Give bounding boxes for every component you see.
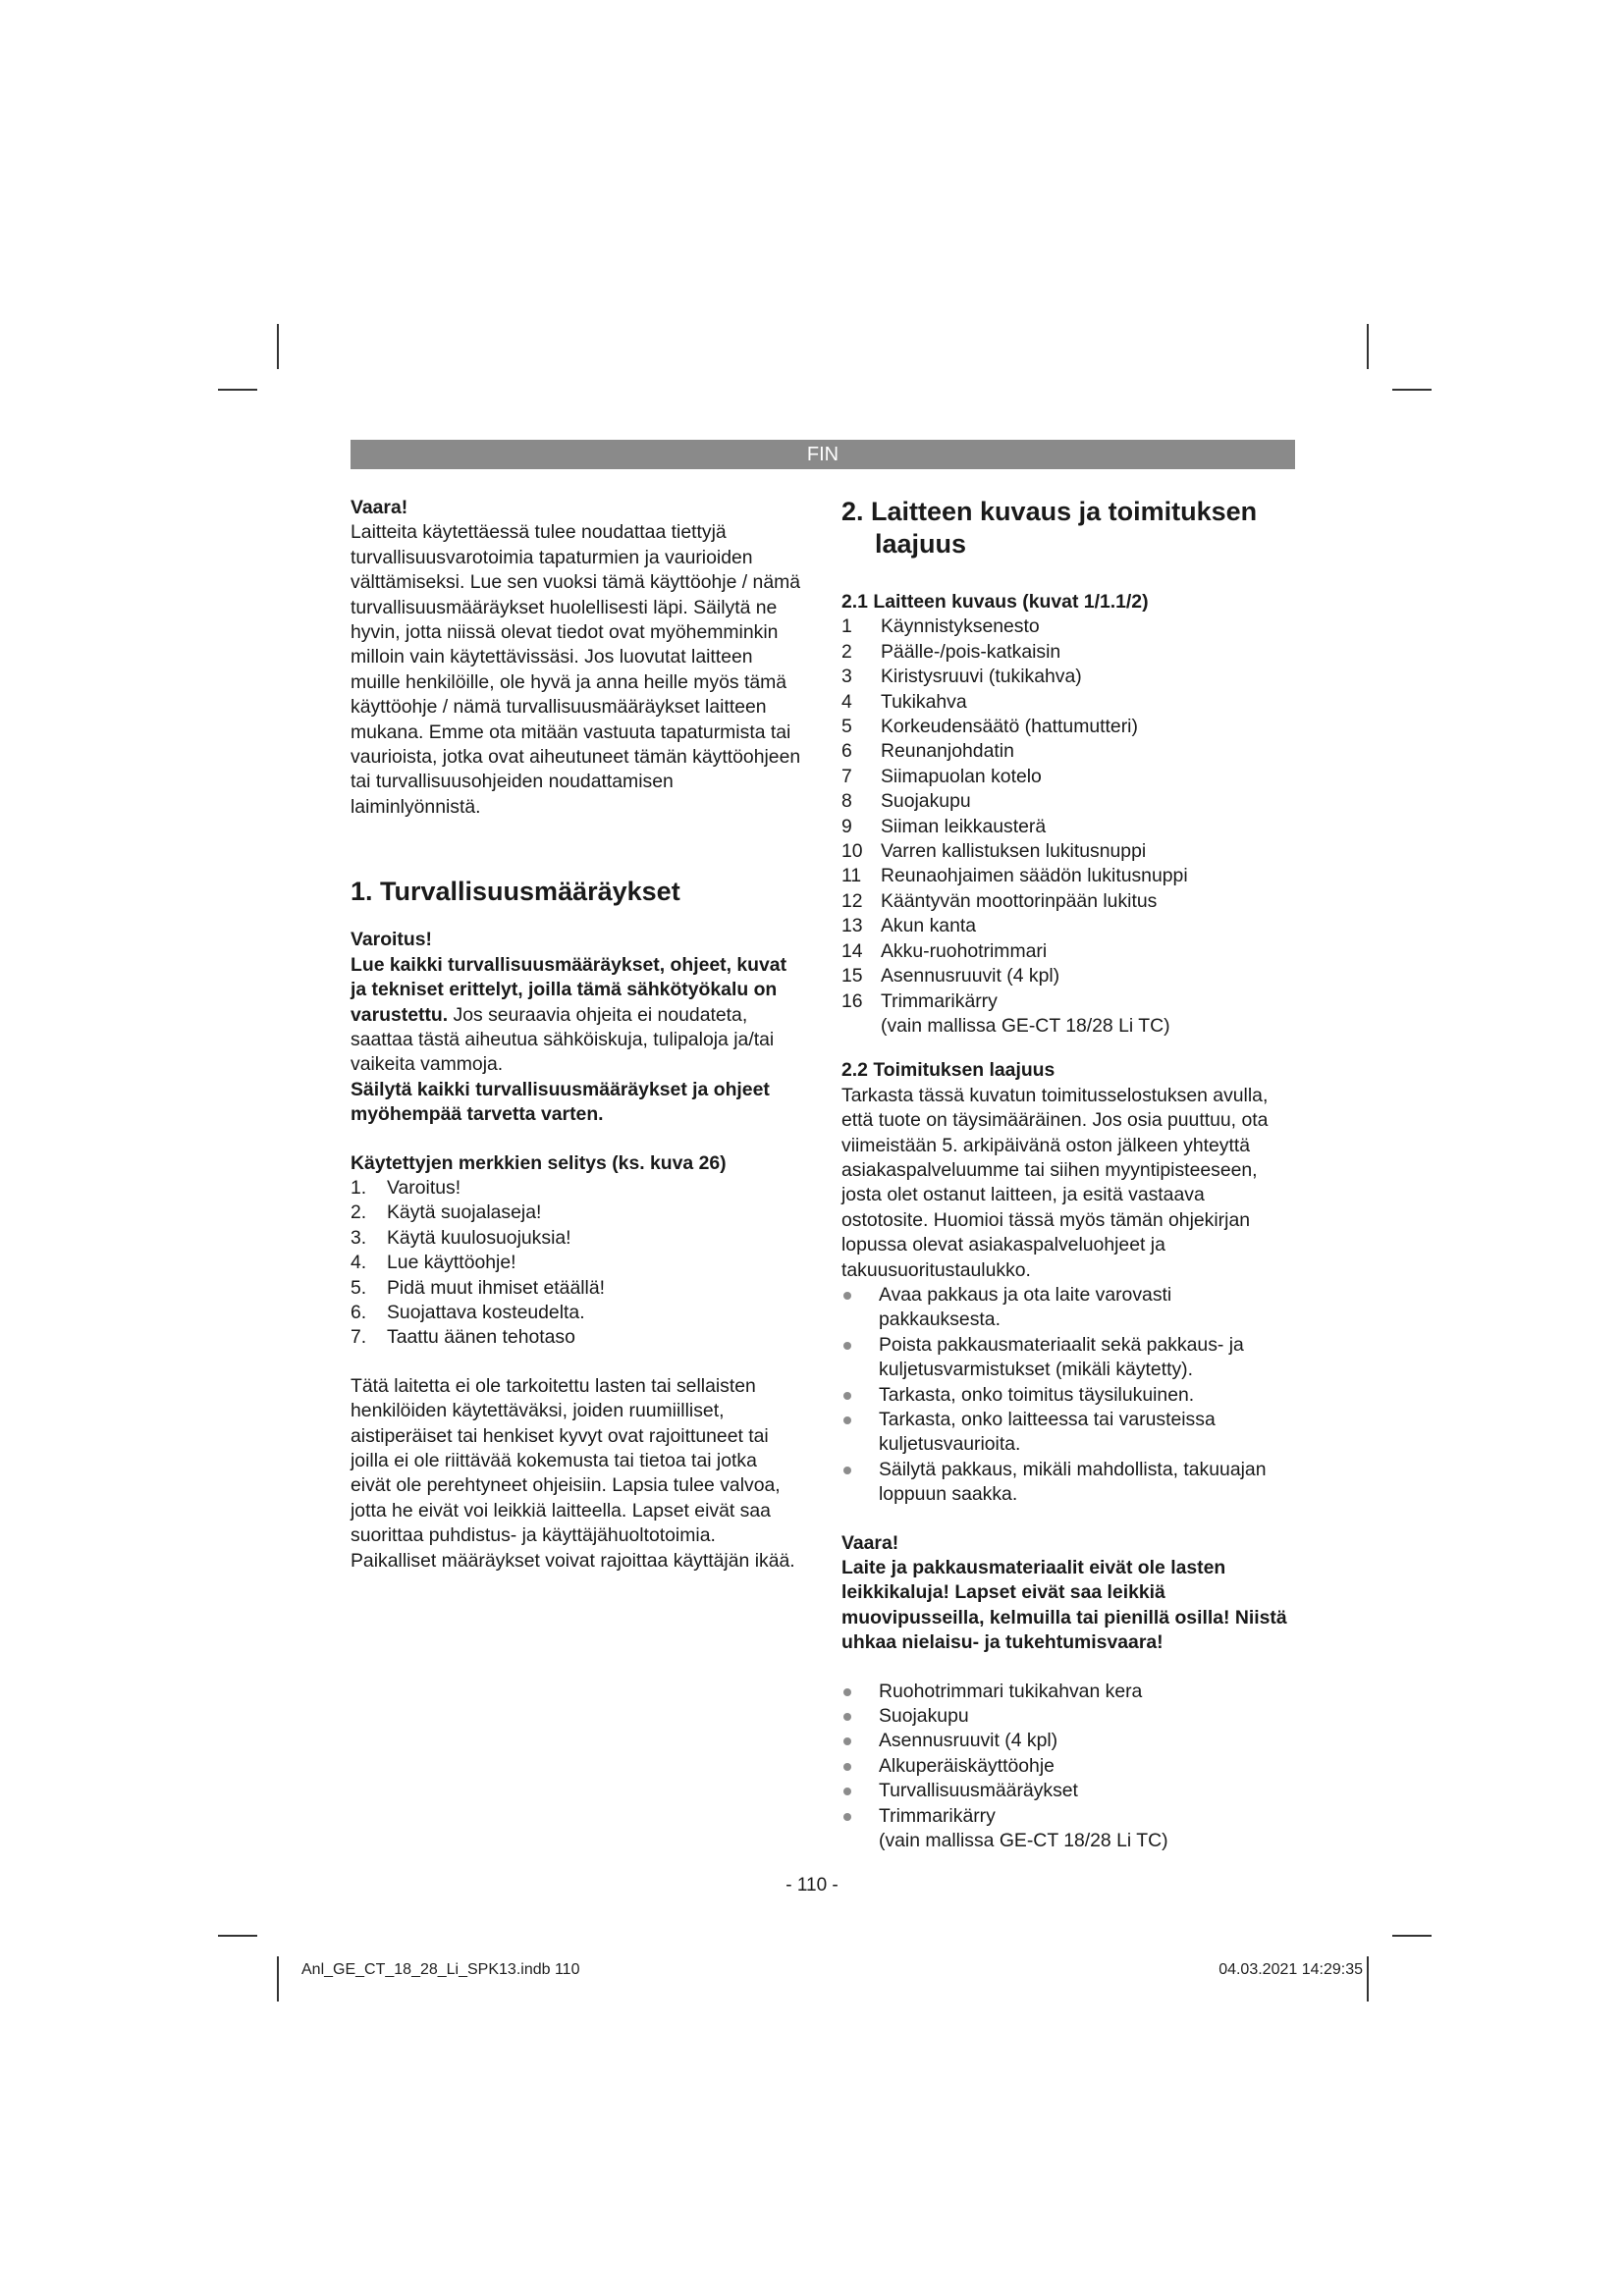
symbol-text: Suojattava kosteudelta.	[387, 1301, 585, 1323]
section2-title: 2. Laitteen kuvaus ja toimituksen laajuus	[841, 497, 1258, 559]
sub22-title: 2.2 Toimituksen laajuus	[841, 1059, 1056, 1082]
part-number: 5	[841, 716, 852, 738]
bullet-icon	[843, 1688, 851, 1696]
part-number: 10	[841, 840, 863, 863]
part-text: Siiman leikkausterä	[881, 815, 1047, 837]
bullet-icon	[843, 1467, 851, 1474]
contents-list	[841, 1680, 1293, 1854]
crop-mark	[277, 324, 279, 369]
part-number: 12	[841, 889, 863, 912]
part-number: 2	[841, 640, 852, 663]
bullet-icon	[843, 1813, 851, 1821]
part-item	[841, 765, 1293, 789]
part-text: Reunaohjaimen säädön lukitusnuppi	[881, 865, 1188, 887]
part-text: Tukikahva	[881, 690, 967, 713]
children-text: Tätä laitetta ei ole tarkoitettu lasten tai sellaisten henkilöiden käytettäväksi, joiden ruumiilliset, aistiperäiset tai henkiset kyvyt ovat rajoittuneet tai joilla ei ole riittävää kokemusta tai tietoa tai jotka eivät ole perehtyneet ohjeisiin. Lapsia tulee valvoa, jotta he eivät voi leikkiä laitteella. Lapset eivät saa suorittaa puhdistus- ja käyttäjähuoltotoimia. Paikalliset määräykset voivat rajoittaa käyttäjän ikää.	[351, 1374, 795, 1572]
warning-text: Jos seuraavia ohjeita ei noudateta, saattaa tästä aiheutua sähköiskuja, tulipaloja ja/tai vaikeita vammoja.	[351, 1003, 775, 1076]
contents-item	[841, 1704, 1293, 1729]
bullet-icon	[843, 1713, 851, 1721]
symbol-item	[351, 1301, 802, 1325]
scope-text: Tarkasta tässä kuvatun toimitusselostuksen avulla, että tuote on täysimääräinen. Jos osia puuttuu, ota viimeistään 5. arkipäivänä oston jälkeen yhteyttä asiakaspalveluumme tai siihen myyntipisteeseen, josta olet ostanut laitteen, ja esitä vastaava ostotosite. Huomioi tässä myös tämän ohjekirjan lopussa olevat asiakaspalveluohjeet ja takuusuoritustaulukko.	[841, 1084, 1269, 1281]
symbol-text: Pidä muut ihmiset etäällä!	[387, 1276, 606, 1299]
part-text: Asennusruuvit (4 kpl)	[881, 965, 1060, 988]
part-item	[841, 789, 1293, 814]
part-text: Suojakupu	[881, 790, 971, 813]
crop-mark	[277, 1956, 279, 2002]
part-item	[841, 614, 1293, 639]
danger2-text: Laite ja pakkausmateriaalit eivät ole lasten leikkikaluja! Lapset eivät saa leikkiä muovipusseilla, kelmuilla tai pienillä osilla! Niistä uhkaa nielaisu- ja tukehtumisvaara!	[841, 1557, 1287, 1654]
danger-title: Vaara!	[351, 497, 408, 518]
part-text: Siimapuolan kotelo	[881, 765, 1042, 787]
bullet-icon	[843, 1416, 851, 1424]
part-text: Kääntyvän moottorinpään lukitus	[881, 889, 1158, 912]
crop-mark	[1367, 1956, 1369, 2002]
part-text: Käynnistyksenesto	[881, 615, 1040, 638]
page-number: - 110 -	[785, 1875, 839, 1896]
danger-text: Laitteita käytettäessä tulee noudattaa tiettyjä turvallisuusvarotoimia tapaturmien ja vaurioiden välttämiseksi. Lue sen vuoksi tämä käyttöohje / nämä turvallisuusmääräykset huolellisesti läpi. Säilytä ne hyvin, jotta niissä olevat tiedot ovat myöhemminkin milloin vain käytettävissäsi. Jos luovutat laitteen muille henkilöille, ole hyvä ja anna heille myös tämä käyttöohje / nämä turvallisuusmääräykset laitteen mukana. Emme ota mitään vastuuta tapaturmista tai vaurioista, jotka ovat aiheutuneet tämän käyttöohjeen tai turvallisuusohjeiden noudattamisen laiminlyönnistä.	[351, 521, 801, 818]
symbol-number: 5.	[351, 1276, 367, 1299]
step-text: Tarkasta, onko toimitus täysilukuinen.	[879, 1383, 1195, 1406]
contents-text: Turvallisuusmääräykset	[879, 1780, 1078, 1802]
symbol-text: Varoitus!	[387, 1176, 461, 1199]
step-item	[841, 1383, 1293, 1408]
left-column	[351, 496, 802, 1574]
part-item	[841, 690, 1293, 715]
part-text: Trimmarikärry	[881, 989, 998, 1012]
symbol-number: 4.	[351, 1252, 367, 1274]
step-text: Avaa pakkaus ja ota laite varovasti pakkauksesta.	[879, 1283, 1172, 1331]
part-item	[841, 964, 1293, 988]
sub21-title: 2.1 Laitteen kuvaus (kuvat 1/1.1/2)	[841, 591, 1149, 613]
contents-item	[841, 1680, 1293, 1704]
warning-paragraph	[351, 953, 802, 1078]
bullet-icon	[843, 1737, 851, 1745]
part-number: 9	[841, 815, 852, 837]
part-item	[841, 815, 1293, 839]
part-item	[841, 889, 1293, 914]
part-text: Reunanjohdatin	[881, 740, 1014, 763]
part-number: 15	[841, 965, 863, 988]
part-item	[841, 864, 1293, 888]
symbol-number: 6.	[351, 1301, 367, 1323]
part-number: 11	[841, 865, 862, 887]
step-text: Tarkasta, onko laitteessa tai varusteissa kuljetusvaurioita.	[879, 1409, 1216, 1456]
part-item	[841, 739, 1293, 764]
contents-item	[841, 1779, 1293, 1803]
part-number: 8	[841, 790, 852, 813]
footer-file: Anl_GE_CT_18_28_Li_SPK13.indb 110	[301, 1961, 580, 1978]
contents-text: Alkuperäiskäyttöohje	[879, 1754, 1055, 1777]
part-number: 7	[841, 765, 852, 787]
contents-item	[841, 1754, 1293, 1779]
symbol-number: 1.	[351, 1176, 367, 1199]
bullet-icon	[843, 1788, 851, 1795]
warning-bold: Lue kaikki turvallisuusmääräykset, ohjeet, kuvat ja tekniset erittelyt, joilla tämä sähkötyökalu on varustettu.	[351, 953, 787, 1026]
steps-list	[841, 1283, 1293, 1508]
part-text: Korkeudensäätö (hattumutteri)	[881, 716, 1138, 738]
contents-item	[841, 1729, 1293, 1753]
part-item	[841, 665, 1293, 689]
symbols-list	[351, 1176, 802, 1351]
contents-note: (vain mallissa GE-CT 18/28 Li TC)	[879, 1830, 1168, 1852]
contents-text: Ruohotrimmari tukikahvan kera	[879, 1680, 1143, 1702]
part-text: Kiristysruuvi (tukikahva)	[881, 666, 1082, 688]
symbol-item	[351, 1325, 802, 1350]
step-item	[841, 1458, 1293, 1508]
part-number: 14	[841, 939, 863, 962]
bullet-icon	[843, 1292, 851, 1300]
warning-title: Varoitus!	[351, 929, 432, 951]
step-text: Säilytä pakkaus, mikäli mahdollista, takuuajan loppuun saakka.	[879, 1458, 1267, 1506]
part-number: 3	[841, 666, 852, 688]
part-item	[841, 939, 1293, 964]
contents-item	[841, 1804, 1293, 1854]
part-item	[841, 989, 1293, 1040]
danger2-title: Vaara!	[841, 1531, 899, 1554]
symbol-item	[351, 1251, 802, 1275]
step-item	[841, 1333, 1293, 1383]
symbol-text: Lue käyttöohje!	[387, 1252, 516, 1274]
part-item	[841, 640, 1293, 665]
symbol-item	[351, 1226, 802, 1251]
crop-mark	[218, 1935, 257, 1937]
symbol-item	[351, 1176, 802, 1201]
symbols-title: Käytettyjen merkkien selitys (ks. kuva 26)	[351, 1151, 727, 1174]
contents-text: Asennusruuvit (4 kpl)	[879, 1730, 1058, 1752]
crop-mark	[218, 389, 257, 391]
symbol-text: Käytä suojalaseja!	[387, 1201, 542, 1224]
crop-mark	[1392, 1935, 1432, 1937]
part-text: Päälle-/pois-katkaisin	[881, 640, 1061, 663]
step-item	[841, 1408, 1293, 1458]
part-item	[841, 839, 1293, 864]
bullet-icon	[843, 1763, 851, 1771]
symbol-number: 7.	[351, 1326, 367, 1349]
right-column	[841, 496, 1293, 1854]
crop-mark	[1367, 324, 1369, 369]
symbol-number: 3.	[351, 1226, 367, 1249]
language-banner: FIN	[351, 440, 1295, 469]
part-number: 16	[841, 989, 863, 1012]
parts-list	[841, 614, 1293, 1039]
part-number: 4	[841, 690, 852, 713]
part-note: (vain mallissa GE-CT 18/28 Li TC)	[881, 1014, 1170, 1037]
symbol-number: 2.	[351, 1201, 367, 1224]
part-number: 13	[841, 915, 863, 937]
section1-title: 1. Turvallisuusmääräykset	[351, 877, 680, 907]
part-item	[841, 715, 1293, 739]
part-text: Varren kallistuksen lukitusnuppi	[881, 840, 1147, 863]
bullet-icon	[843, 1392, 851, 1400]
keep-instructions: Säilytä kaikki turvallisuusmääräykset ja ohjeet myöhempää tarvetta varten.	[351, 1078, 770, 1126]
symbol-item	[351, 1201, 802, 1225]
part-item	[841, 914, 1293, 938]
symbol-item	[351, 1276, 802, 1301]
step-item	[841, 1283, 1293, 1333]
crop-mark	[1392, 389, 1432, 391]
symbol-text: Käytä kuulosuojuksia!	[387, 1226, 571, 1249]
part-text: Akun kanta	[881, 915, 977, 937]
bullet-icon	[843, 1342, 851, 1350]
part-number: 6	[841, 740, 852, 763]
footer-date: 04.03.2021 14:29:35	[1218, 1961, 1363, 1978]
symbol-text: Taattu äänen tehotaso	[387, 1326, 575, 1349]
contents-text: Trimmarikärry	[879, 1804, 996, 1827]
part-number: 1	[841, 615, 852, 638]
step-text: Poista pakkausmateriaalit sekä pakkaus- ja kuljetusvarmistukset (mikäli käytetty).	[879, 1333, 1244, 1381]
part-text: Akku-ruohotrimmari	[881, 939, 1048, 962]
contents-text: Suojakupu	[879, 1705, 969, 1728]
